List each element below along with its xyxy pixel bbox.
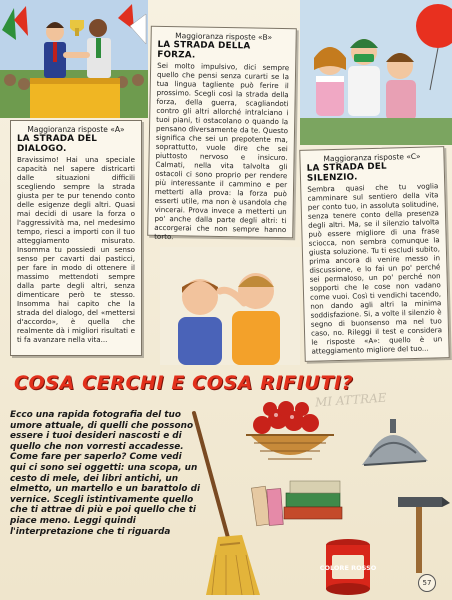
intro-paragraph: Ecco una rapida fotografia del tuo umore attuale, di quelli che possono essere i tuoi desideri nascosti e di quello che non vorresti accadesse. Come fare per saperlo? Come vedi qui ci sono sei oggetti: una scopa, un cesto di mele, dei libri antichi, un elmetto, un martello e un barattolo di vernice. Scegli istintivamente quello che ti attrae di più e poi quello che ti piace meno. Leggi quindi l'interpretazione che ti riguarda [10,410,200,537]
section-title: COSA CERCHI E COSA RIFIUTI? [14,372,354,394]
photo-children-group [300,0,452,145]
card-b-body: Sei molto impulsivo, dici sempre quello che pensi senza curarti se la tua lingua tagliente può ferire il prossimo. Scegli così la strada della forza, della guerra, scagliandoti contro gli altri allorché intralciano i tuoi piani, ti ostacolano o quando la pensano diversamente da te. Questo significa che sei un prepotente ma, soprattutto, vuole dire che sei piuttosto nervoso e insicuro. Calmati, nella vita talvolta gli ostacoli ci sono proprio per rendere più interessante il cammino e per metterti alla prova: la forza può esserti utile, ma non è usandola che vincerai. Prova invece a metterti un po' anche dalla parte degli altri: ti accorgerai che non sempre hanno torto. [154,60,290,242]
broom-icon [194,413,260,595]
card-c-header: Maggioranza risposte «C» [323,151,421,164]
photo-award-ceremony [0,0,148,118]
card-a-header: Maggioranza risposte «A» [27,125,125,134]
children-illustration [300,0,452,145]
watermark-text: MI ATTRAE [314,390,387,410]
helmet-icon [362,419,428,465]
card-b-title: LA STRADA DELLA FORZA. [157,39,251,61]
apple-basket-icon [246,401,334,459]
ceremony-illustration [0,0,148,118]
card-a-body: Bravissimo! Hai una speciale capacità nel sapere districarti dalle situazioni difficili scegliendo sempre la strada giusta per te pur tenendo conto delle esigenze degli altri. Quasi mai decidi di usare la forza o l'aggressività ma, nel medesimo tempo, riesci a importi con il tuo atteggiamento misurato. Insomma tu possiedi un senso senso per cavarti dai pasticci, per fare in modo di ottenere il massimo mettendoti sempre dalla parte degli altri, senza dimenticare però te stesso. Insomma hai capito che la strada del dialogo, del «mettersi d'accordo», è quella che realmente dà i migliori risultati e ti fa avanzare nella vita... [17,155,135,344]
hammer-icon [398,497,450,573]
boys-illustration [160,247,300,365]
photo-two-boys [160,247,300,365]
paint-can-icon [320,539,377,595]
books-icon [251,481,342,526]
card-b-header: Maggioranza risposte «B» [175,31,273,42]
card-c-body: Sembra quasi che tu voglia camminare sul sentiero della vita per conto tuo, in assoluta solitudine, senza tenere conto della presenza degli altri. Ma, se il silenzio talvolta può essere migliore di una frase sciocca, non sembra comunque la giusta soluzione. Tu ti escludi subito, prima ancora di venire messo in discussione, e lo fai un po' perché sei permaloso, un po' perché non sopporti che le cose non vadano come vuoi. Così ti vendichi tacendo, non dando agli altri la minima soddisfazione. Si, a volte il silenzio è segno di buonsenso ma nel tuo caso, no. Rileggi il test e considera le risposte «A»: quello è un atteggiamento migliore del tuo... [307,181,443,356]
paint-can-label: COLORE ROSSO [319,564,377,572]
objects-illustration [190,395,452,600]
result-card-c [299,146,449,362]
result-card-b [147,26,297,242]
card-c-title: LA STRADA DEL SILENZIO. [306,161,387,184]
page-number: 57 [418,574,436,592]
card-a-title: LA STRADA DEL DIALOGO. [17,134,98,154]
result-card-a [10,120,142,356]
